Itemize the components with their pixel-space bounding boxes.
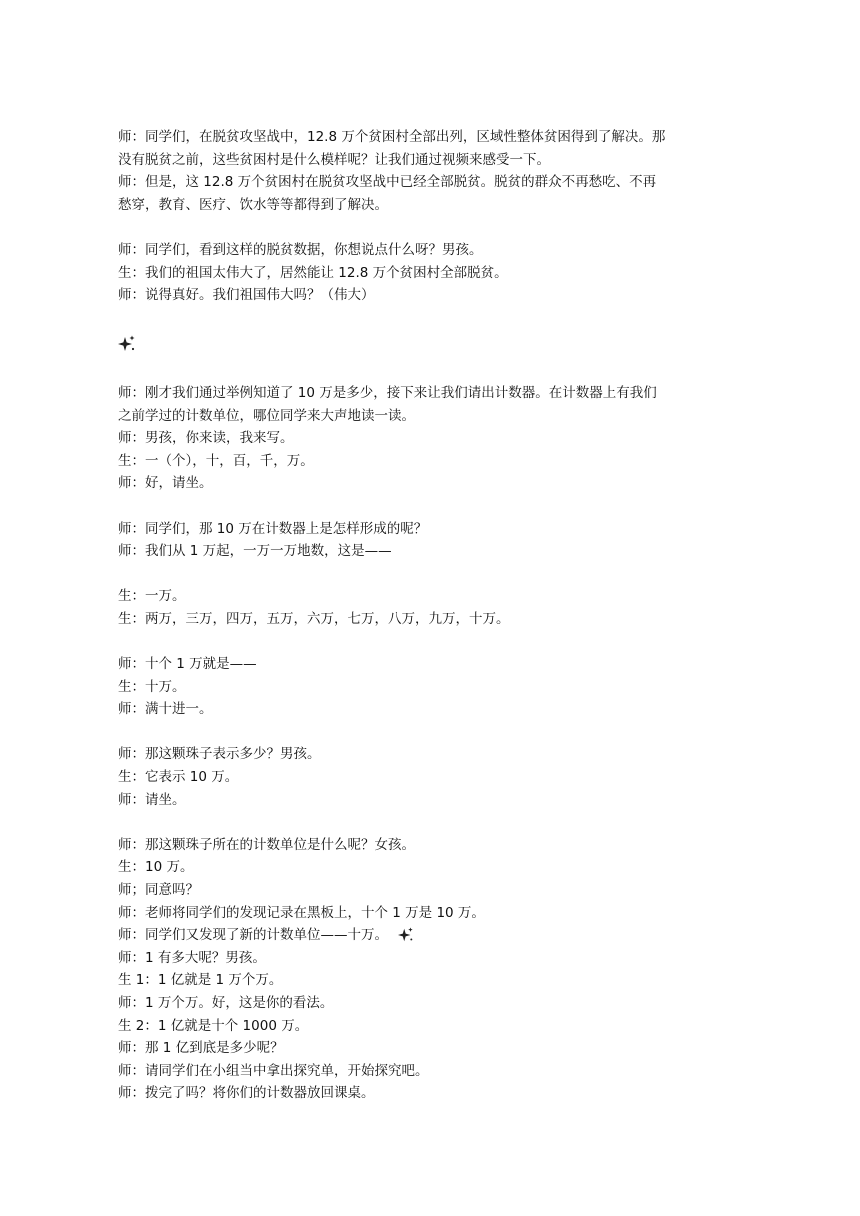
paragraph-line: 生：我们的祖国太伟大了，居然能让 12.8 万个贫困村全部脱贫。	[118, 264, 508, 281]
paragraph-line: 师：请同学们在小组当中拿出探究单，开始探究吧。	[118, 1062, 429, 1079]
sparkle-icon	[118, 335, 136, 353]
paragraph-line: 师：拨完了吗？将你们的计数器放回课桌。	[118, 1085, 375, 1102]
paragraph-line: 师：我们从 1 万起，一万一万地数，这是——	[118, 543, 392, 560]
blank-line	[118, 630, 746, 653]
paragraph-line: 生 1：1 亿就是 1 万个万。	[118, 972, 283, 989]
blank-line	[118, 721, 746, 744]
paragraph-line: 愁穿，教育、医疗、饮水等等都得到了解决。	[118, 196, 388, 213]
paragraph-line: 师：1 万个万。好，这是你的看法。	[118, 994, 334, 1011]
sparkle-icon	[398, 927, 414, 943]
paragraph-line: 师：十个 1 万就是——	[118, 656, 257, 673]
document-body	[118, 126, 746, 1105]
blank-line	[118, 216, 746, 239]
paragraph-line: 师：好，请坐。	[118, 475, 213, 492]
paragraph-line: 师：那这颗珠子所在的计数单位是什么呢？女孩。	[118, 836, 415, 853]
paragraph-line: 师：同学们，那 10 万在计数器上是怎样形成的呢？	[118, 520, 428, 537]
paragraph-line: 生：一万。	[118, 588, 186, 605]
paragraph-line: 师；同意吗？	[118, 882, 199, 898]
paragraph-line: 生：一（个），十，百，千，万。	[118, 452, 314, 469]
paragraph-line: 生：10 万。	[118, 859, 194, 876]
paragraph-line: 师：同学们，看到这样的脱贫数据，你想说点什么呀？男孩。	[118, 241, 483, 258]
paragraph-line: 生：两万，三万，四万，五万，六万，七万，八万，九万，十万。	[118, 610, 510, 627]
paragraph-line: 没有脱贫之前，这些贫困村是什么模样呢？让我们通过视频来感受一下。	[118, 151, 550, 168]
blank-line	[118, 359, 746, 382]
paragraph-line: 师：刚才我们通过举例知道了 10 万是多少，接下来让我们请出计数器。在计数器上有我们	[118, 384, 657, 401]
blank-line	[118, 307, 746, 330]
paragraph-line: 师：1 有多大呢？男孩。	[118, 949, 266, 966]
paragraph-line: 生 2：1 亿就是十个 1000 万。	[118, 1017, 309, 1034]
paragraph-line: 师：老师将同学们的发现记录在黑板上，十个 1 万是 10 万。	[118, 904, 485, 921]
paragraph-line: 师：但是，这 12.8 万个贫困村在脱贫攻坚战中已经全部脱贫。脱贫的群众不再愁吃、不再	[118, 174, 657, 191]
paragraph-line: 师：请坐。	[118, 791, 186, 808]
paragraph-line: 师：说得真好。我们祖国伟大吗？（伟大）	[118, 287, 375, 304]
paragraph-line-with-icon	[118, 924, 746, 947]
paragraph-line: 师：满十进一。	[118, 701, 213, 718]
blank-line	[118, 563, 746, 586]
paragraph-line: 师：男孩，你来读，我来写。	[118, 430, 294, 447]
paragraph-line: 师：那这颗珠子表示多少？男孩。	[118, 746, 321, 763]
paragraph-text: 师：同学们又发现了新的计数单位——十万。	[118, 927, 388, 944]
paragraph-line: 师：同学们，在脱贫攻坚战中，12.8 万个贫困村全部出列，区域性整体贫困得到了解决。那	[118, 129, 666, 145]
paragraph-line: 生：它表示 10 万。	[118, 769, 239, 786]
paragraph-line: 之前学过的计数单位，哪位同学来大声地读一读。	[118, 407, 415, 424]
sparkle-row	[118, 329, 746, 359]
paragraph-line: 生：十万。	[118, 678, 186, 695]
paragraph-line: 师：那 1 亿到底是多少呢？	[118, 1040, 284, 1057]
blank-line	[118, 495, 746, 518]
blank-line	[118, 811, 746, 834]
